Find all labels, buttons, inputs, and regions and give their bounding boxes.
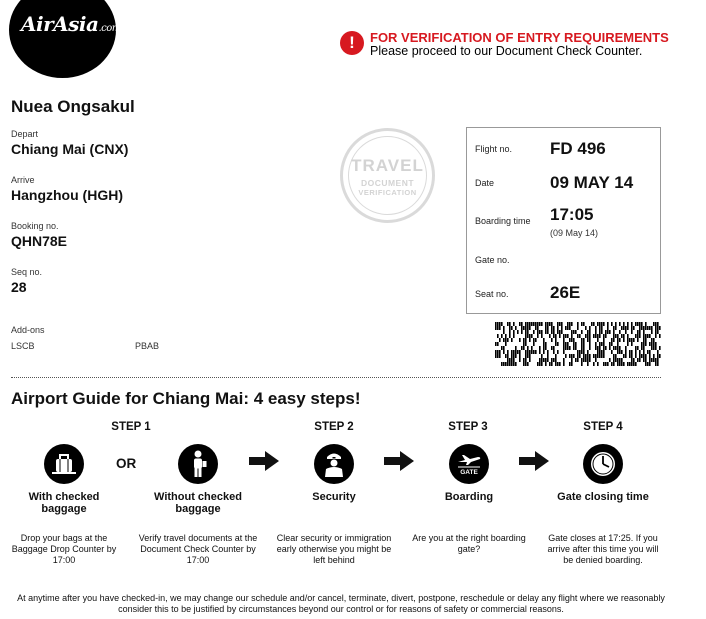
airasia-logo xyxy=(9,0,121,78)
depart-label: Depart xyxy=(11,129,39,139)
step-3-title: Boarding xyxy=(444,491,494,503)
section-divider xyxy=(11,377,661,378)
date-value: 09 MAY 14 xyxy=(550,173,634,192)
notice-title: FOR VERIFICATION OF ENTRY REQUIREMENTS xyxy=(370,30,669,45)
traveler-icon xyxy=(178,444,218,484)
seq-value: 28 xyxy=(11,279,27,295)
flight-value: FD 496 xyxy=(550,139,606,158)
boarding-time-label: Boarding time xyxy=(475,216,531,226)
depart-value: Chiang Mai (CNX) xyxy=(11,141,129,157)
flight-label: Flight no. xyxy=(475,144,513,154)
seat-label: Seat no. xyxy=(475,289,509,299)
booking-value: QHN78E xyxy=(11,233,68,249)
step-1a-title: With checked baggage xyxy=(28,491,100,515)
step-1b-title: Without checked baggage xyxy=(154,491,242,515)
arrive-value: Hangzhou (HGH) xyxy=(11,187,123,203)
notice-subtitle: Please proceed to our Document Check Counter. xyxy=(370,44,643,58)
security-officer-icon xyxy=(314,444,354,484)
stamp-line: DOCUMENT xyxy=(360,178,415,188)
step-2-heading: STEP 2 xyxy=(314,421,354,433)
step-1-heading: STEP 1 xyxy=(111,421,151,433)
passenger-name: Nuea Ongsakul xyxy=(11,97,135,116)
arrow-right-icon xyxy=(249,451,279,471)
gate-icon xyxy=(449,444,489,484)
step-3-heading: STEP 3 xyxy=(448,421,488,433)
boarding-pass-barcode xyxy=(495,322,661,366)
clock-icon xyxy=(583,444,623,484)
step-1b-description: Verify travel documents at the Document Check Counter by 17:00 xyxy=(138,533,258,565)
seat-value: 26E xyxy=(550,283,581,302)
booking-label: Booking no. xyxy=(11,221,59,231)
luggage-icon xyxy=(44,444,84,484)
stamp-line: TRAVEL xyxy=(351,156,424,175)
arrive-label: Arrive xyxy=(11,175,35,185)
exclamation-icon: ! xyxy=(340,31,364,55)
or-separator: OR xyxy=(116,456,137,471)
addons-label: Add-ons xyxy=(11,325,45,335)
arrow-right-icon xyxy=(519,451,549,471)
stamp-line: VERIFICATION xyxy=(358,188,417,197)
step-2-description: Clear security or immigration early otherwise you might be left behind xyxy=(276,533,392,565)
step-4-heading: STEP 4 xyxy=(583,421,623,433)
step-4-title: Gate closing time xyxy=(557,491,649,503)
gate-label: Gate no. xyxy=(475,255,510,265)
boarding-time-value: 17:05 xyxy=(550,205,594,224)
step-2-title: Security xyxy=(312,491,356,503)
addon-item: PBAB xyxy=(135,341,160,351)
flight-details-box xyxy=(466,127,661,314)
step-3-description: Are you at the right boarding gate? xyxy=(412,533,526,554)
travel-document-verification-stamp xyxy=(340,128,435,223)
footer-disclaimer: At anytime after you have checked-in, we may change our schedule and/or cancel, terminate, divert, postpone, reschedule or delay any flight where we reasonably consider this to be justified by circumstances beyond our control or for reasons of safety or commercial reasons. xyxy=(17,593,665,614)
addon-item: LSCB xyxy=(11,341,35,351)
date-label: Date xyxy=(475,178,495,188)
gate-icon-text: GATE xyxy=(460,469,478,476)
logo-text: AirAsia.com xyxy=(21,12,121,36)
step-1a-description: Drop your bags at the Baggage Drop Counter by 17:00 xyxy=(11,533,117,565)
arrow-right-icon xyxy=(384,451,414,471)
boarding-date: (09 May 14) xyxy=(550,228,599,238)
step-4-description: Gate closes at 17:25. If you arrive after this time you will be denied boarding. xyxy=(547,533,659,565)
seq-label: Seq no. xyxy=(11,267,43,277)
airport-guide-title: Airport Guide for Chiang Mai: 4 easy steps! xyxy=(11,389,361,408)
